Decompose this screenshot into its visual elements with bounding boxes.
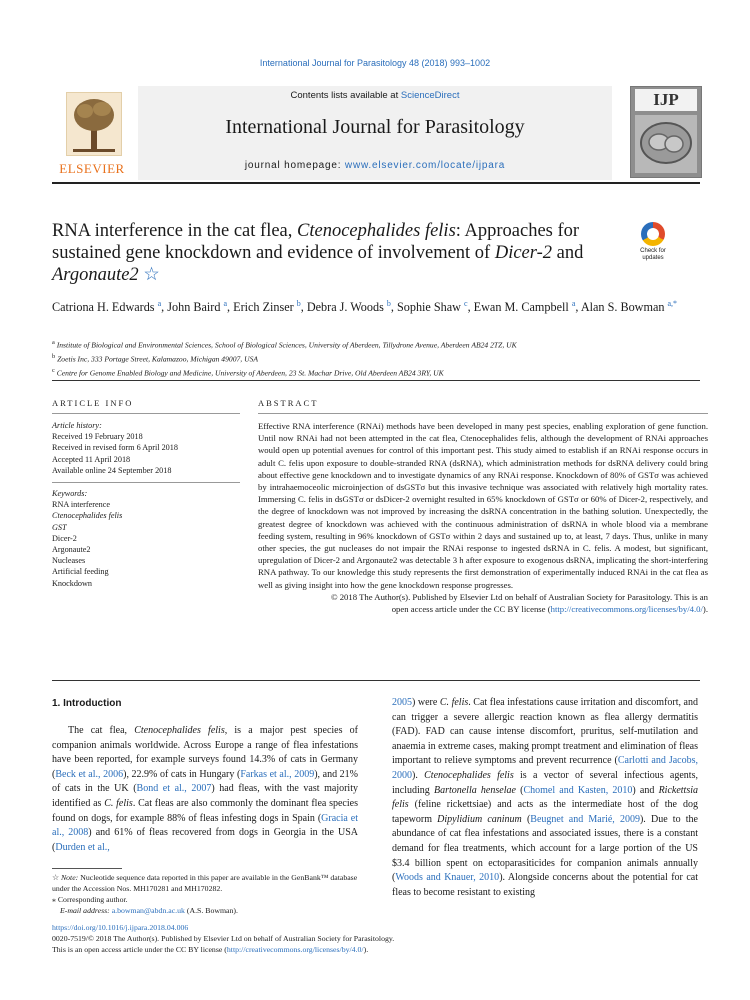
issn-line: 0020-7519/© 2018 The Author(s). Published by Elsevier Ltd on behalf of Australian Society for Parasitology. [52, 934, 395, 943]
citation-link[interactable]: Carlotti and Jacobs, 2000 [392, 755, 698, 781]
abstract-rule [258, 413, 708, 414]
keywords-label: Keywords: [52, 489, 88, 499]
doi-link[interactable]: https://doi.org/10.1016/j.ijpara.2018.04.006 [52, 923, 189, 932]
intro-paragraph-right: 2005) were C. felis. Cat flea infestations cause irritation and discomfort, and can trigger a severe allergic reaction known as flea allergy dermatitis (FAD). FAD can cause intense discomfort, pruritus, self-mutilation and anaemia in extreme cases, making prompt treatment and elimination of fleas important to relieve symptoms and prevent recurrence (Carlotti and Jacobs, 2000). Ctenocephalides felis is a vector of several infectious agents, including Bartonella henselae (Chomel and Kasten, 2010) and Rickettsia felis (feline rickettsiae) and acts as the intermediate host of the dog tapeworm Dipylidium caninum (Beugnet and Marié, 2009). Due to the abundance of cat flea infestations and associated issues, there is a constant demand for flea treatments, which account for a large portion of the US $3.4 billion spent on ectoparasiticides for companion animals annually (Woods and Knauer, 2010). Alongside concerns about the potential for cat fleas to become resistant to existing [392, 697, 698, 898]
abstract-copyright: © 2018 The Author(s). Published by Elsevier Ltd on behalf of Australian Society for Parasitology. This is an open access article under the CC BY license (http://creativecommons.org/licenses/by/4.0/). [330, 591, 708, 615]
affiliation: $^c$ Centre for Genome Enabled Biology and Medicine, University of Aberdeen, 23 St. Machar Drive, Old Aberdeen AB24 3RY, UK [52, 367, 444, 378]
cover-abbrev: IJP [635, 89, 697, 111]
citation-link[interactable]: Farkas et al., 2009 [240, 768, 315, 780]
journal-homepage [138, 160, 612, 171]
history-item: Accepted 11 April 2018 [52, 454, 131, 464]
cover-image [635, 115, 697, 173]
author[interactable]: Catriona H. Edwards $^a$ [52, 299, 162, 315]
keyword: GST [52, 522, 67, 532]
article-title [52, 220, 612, 286]
introduction-heading: 1. Introduction [52, 698, 122, 709]
footer-license-link[interactable]: http://creativecommons.org/licenses/by/4.0/ [226, 945, 364, 954]
history-item: Available online 24 September 2018 [52, 465, 172, 475]
license-line: This is an open access article under the CC BY license (http://creativecommons.org/licenses/by/4.0/). [52, 945, 369, 954]
footnote-note: ☆ Note: Nucleotide sequence data reported in this paper are available in the GenBank™ database under the Accession Nos. MH170281 and MH170282. [52, 873, 358, 893]
keyword: Artificial feeding [52, 567, 109, 577]
history-item: Received in revised form 6 April 2018 [52, 443, 178, 453]
footnote-corresponding: ⁎ Corresponding author. [52, 895, 128, 904]
abstract [258, 420, 708, 615]
contents-prefix: Contents lists available at [290, 90, 401, 101]
info-rule [52, 413, 240, 414]
article-info [52, 420, 240, 589]
check-for-updates-badge[interactable] [638, 222, 668, 264]
citation-link[interactable]: Gracia et al., 2008 [52, 812, 358, 839]
homepage-prefix: journal homepage: [244, 160, 345, 171]
journal-cover-thumbnail[interactable] [630, 86, 702, 178]
journal-citation[interactable]: International Journal for Parasitology 48 (2018) 993–1002 [259, 58, 491, 68]
history-item: Received 19 February 2018 [52, 432, 143, 442]
sciencedirect-link[interactable]: ScienceDirect [400, 90, 460, 101]
page-footer [52, 922, 702, 955]
publisher-name: ELSEVIER [59, 161, 125, 176]
keyword: Nucleases [52, 556, 86, 566]
elsevier-logo[interactable] [52, 86, 132, 182]
keyword: Dicer-2 [52, 533, 77, 543]
affiliation: $^b$ Zoetis Inc, 333 Portage Street, Kalamazoo, Michigan 49007, USA [52, 353, 259, 364]
title-species: Ctenocephalides felis [297, 221, 456, 241]
section-divider [52, 680, 700, 681]
header-rule [52, 182, 700, 184]
keyword: Knockdown [52, 578, 93, 588]
citation-link[interactable]: Durden et al., [55, 841, 110, 853]
title-part: : Approaches for sustained gene knockdown and evidence of involvement of [52, 221, 580, 263]
article-info-heading: ARTICLE INFO [52, 398, 134, 408]
author[interactable]: Debra J. Woods $^b$ [306, 299, 391, 315]
check-for-updates-label: Check for updates [640, 248, 666, 261]
title-part: RNA interference in the cat flea, [52, 221, 298, 241]
footnote-email: E-mail address: a.bowman@abdn.ac.uk (A.S. Bowman). [60, 906, 238, 915]
info-divider [52, 482, 240, 483]
author[interactable]: John Baird $^a$ [167, 299, 228, 315]
journal-header [52, 82, 700, 182]
keyword: Ctenocephalides felis [52, 511, 123, 521]
title-footnote-star[interactable]: ☆ [138, 265, 160, 285]
email-link[interactable]: a.bowman@abdn.ac.uk [111, 906, 185, 915]
citation-link[interactable]: Chomel and Kasten, 2010 [523, 784, 633, 796]
affiliations [52, 337, 702, 379]
affiliation: $^a$ Institute of Biological and Environmental Sciences, School of Biological Sciences, University of Aberdeen, Tillydrone Avenue, Aberdeen AB24 2TZ, UK [52, 339, 517, 350]
author[interactable]: Erich Zinser $^b$ [233, 299, 301, 315]
homepage-link[interactable]: www.elsevier.com/locate/ijpara [344, 160, 506, 171]
title-gene: Argonaute2 [52, 265, 139, 285]
author-list: Catriona H. Edwards $^a$, John Baird $^a$, Erich Zinser $^b$, Debra J. Woods $^b$, Sophie Shaw $^c$, Ewan M. Campbell $^a$, Alan S. Bowman $^{a,*}$ [52, 299, 678, 315]
author[interactable]: Sophie Shaw $^c$ [396, 299, 468, 315]
citation-link[interactable]: Beck et al., 2006 [55, 768, 124, 780]
author[interactable]: Alan S. Bowman $^{a,*}$ [580, 299, 678, 315]
elsevier-tree-icon [66, 92, 122, 156]
abstract-text: Effective RNA interference (RNAi) methods have been developed in many pest species, enabling exploration of gene function. Until now RNAi had not been attempted in the cat flea, Ctenocephalides felis, although the development of RNAi approaches would open up potential avenues for control of this important pest. This study aimed to establish if an RNAi response occurs in adult C. felis upon exposure to double-stranded RNA (dsRNA), which administration methods for dsRNA delivery could bring about effective gene knockdown and to investigate dynamics of any RNAi response. Knockdown of 80% of GSTσ was achieved by intrahaemoceolic microinjection of dsGSTσ but this invasive technique was associated with relatively high mortality rates. Immersing C. felis in dsGSTσ or dsDicer-2 overnight resulted in 65% knockdown of GSTσ or 60% of Dicer-2, respectively, and the degree of knockdown was not improved by increasing the dsRNA concentration in the bathing solution. Unexpectedly, the greatest degree of knockdown was achieved with the continuous administration of dsRNA in whole blood via a membrane feeding system, resulting in 96% knockdown of GSTσ within 2 days and sustained up to, at least, 7 days. Thus, unlike in many other species, the gut nucleases do not impair the RNAi response to ingested dsRNA in C. felis. A modest, but significant, upregulation of Dicer-2 and Argonaute2 was detectable 3 h after exposure to exogenous dsRNA, implicating the short-interfering RNA pathway. To our knowledge this study represents the first demonstration of experimentally induced RNAi in the cat flea as well as giving insight into how the gene knockdown response progresses. [258, 421, 708, 590]
intro-paragraph-left: The cat flea, Ctenocephalides felis, is a major pest species of companion animals worldwide. Across Europe a range of flea infestations have been reported, for example surveys found 14.3% of cats in Germany (Beck et al., 2006), 22.9% of cats in Hungary (Farkas et al., 2009), and 21% of cats in the UK (Bond et al., 2007) had fleas, with the vast majority identified as C. felis. Cat fleas are also commonly the dominant flea species found on dogs, for example 88% of fleas infesting dogs in Spain (Gracia et al., 2008) and 61% of fleas recovered from dogs in Georgia in the USA (Durden et al., [52, 725, 359, 853]
citation-link[interactable]: Woods and Knauer, 2010 [395, 872, 500, 884]
journal-banner [138, 86, 612, 180]
citation-link[interactable]: Beugnet and Marié, 2009 [530, 813, 640, 825]
history-label: Article history: [52, 421, 102, 430]
cc-license-link[interactable]: http://creativecommons.org/licenses/by/4.0/ [550, 604, 703, 615]
author[interactable]: Ewan M. Campbell $^a$ [473, 299, 576, 315]
abstract-heading: ABSTRACT [258, 398, 319, 408]
footnote-rule [52, 868, 122, 869]
keyword: RNA interference [52, 500, 110, 510]
contents-line [138, 90, 612, 101]
citation-link[interactable]: 2005 [392, 697, 412, 708]
title-gene: Dicer-2 [494, 243, 553, 263]
citation-link[interactable]: Bond et al., 2007 [136, 783, 212, 795]
title-part: and [552, 243, 584, 263]
journal-title: International Journal for Parasitology [225, 116, 525, 138]
footnotes [52, 872, 358, 916]
section-divider [52, 380, 700, 381]
keyword: Argonaute2 [52, 545, 91, 555]
